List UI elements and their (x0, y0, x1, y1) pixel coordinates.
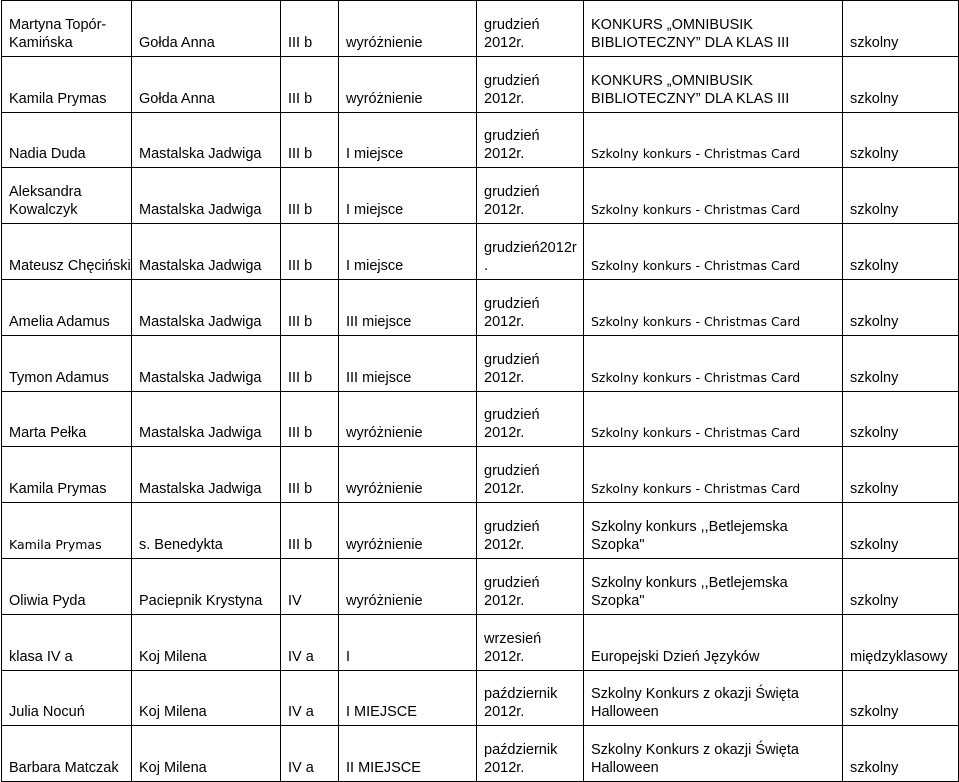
result-cell-text: wyróżnienie (346, 425, 423, 442)
student-cell (2, 168, 132, 224)
level-cell-text: szkolny (850, 146, 899, 163)
teacher-cell-text: Mastalska Jadwiga (139, 425, 262, 442)
teacher-cell-text: Mastalska Jadwiga (139, 146, 262, 163)
contest-cell (584, 335, 843, 391)
date-cell (477, 56, 584, 112)
date-cell (477, 726, 584, 782)
table-row (2, 56, 959, 112)
result-cell-text: I miejsce (346, 146, 404, 163)
contest-cell (584, 168, 843, 224)
student-cell-text: Marta Pełka (9, 425, 87, 442)
teacher-cell (132, 56, 281, 112)
teacher-cell-text: Koj Milena (139, 760, 207, 777)
class-cell (281, 224, 339, 280)
table-row (2, 391, 959, 447)
teacher-cell (132, 224, 281, 280)
result-cell (339, 726, 477, 782)
student-cell-text: Julia Nocuń (9, 704, 85, 721)
contest-cell-text: Szkolny konkurs - Christmas Card (591, 202, 801, 218)
student-cell (2, 335, 132, 391)
teacher-cell-text: Mastalska Jadwiga (139, 369, 262, 386)
level-cell-text: szkolny (850, 369, 899, 386)
contest-cell (584, 558, 843, 614)
result-cell (339, 503, 477, 559)
result-cell-text: wyróżnienie (346, 481, 423, 498)
level-cell-text: szkolny (850, 536, 899, 553)
result-cell-text: I miejsce (346, 202, 404, 219)
teacher-cell (132, 503, 281, 559)
result-cell-text: I (346, 648, 351, 665)
teacher-cell-text: Gołda Anna (139, 34, 215, 51)
class-cell (281, 1, 339, 57)
result-cell-text: I miejsce (346, 257, 404, 274)
result-cell (339, 56, 477, 112)
contest-cell-text: Szkolny konkurs - Christmas Card (591, 146, 801, 162)
table-row (2, 224, 959, 280)
result-cell-text: III miejsce (346, 313, 412, 330)
result-cell-text: wyróżnienie (346, 34, 423, 51)
student-cell (2, 614, 132, 670)
level-cell-text: szkolny (850, 257, 899, 274)
contest-cell (584, 56, 843, 112)
class-cell (281, 447, 339, 503)
teacher-cell-text: Koj Milena (139, 704, 207, 721)
contest-cell-text: Szkolny konkurs - Christmas Card (591, 257, 801, 273)
date-cell-text: grudzień2012r . (484, 239, 577, 274)
teacher-cell (132, 558, 281, 614)
result-cell-text: II MIEJSCE (346, 760, 421, 777)
date-cell (477, 279, 584, 335)
class-cell (281, 168, 339, 224)
awards-table (1, 0, 959, 782)
date-cell (477, 168, 584, 224)
contest-cell-text: Europejski Dzień Języków (591, 648, 760, 665)
contest-cell-text: Szkolny konkurs ,,Betlejemska Szopka" (591, 574, 788, 609)
teacher-cell-text: Mastalska Jadwiga (139, 481, 262, 498)
contest-cell (584, 503, 843, 559)
class-cell-text: IV a (288, 704, 314, 721)
contest-cell (584, 614, 843, 670)
class-cell (281, 670, 339, 726)
table-row (2, 670, 959, 726)
teacher-cell-text: Koj Milena (139, 648, 207, 665)
contest-cell (584, 670, 843, 726)
contest-cell-text: KONKURS „OMNIBUSIK BIBLIOTECZNY” DLA KLAS III (591, 72, 790, 107)
student-cell-text: Martyna Topór- Kamińska (9, 16, 107, 51)
level-cell (843, 726, 959, 782)
teacher-cell-text: Mastalska Jadwiga (139, 313, 262, 330)
contest-cell (584, 726, 843, 782)
level-cell (843, 1, 959, 57)
class-cell (281, 56, 339, 112)
date-cell (477, 224, 584, 280)
student-cell-text: Barbara Matczak (9, 760, 119, 777)
teacher-cell (132, 168, 281, 224)
table-row (2, 447, 959, 503)
student-cell-text: Nadia Duda (9, 146, 86, 163)
table-row (2, 614, 959, 670)
result-cell-text: I MIEJSCE (346, 704, 417, 721)
date-cell-text: grudzień 2012r. (484, 351, 540, 386)
date-cell (477, 503, 584, 559)
student-cell-text: Tymon Adamus (9, 369, 109, 386)
date-cell-text: grudzień 2012r. (484, 72, 540, 107)
level-cell (843, 279, 959, 335)
teacher-cell-text: Mastalska Jadwiga (139, 202, 262, 219)
student-cell-text: Mateusz Chęciński (9, 257, 131, 274)
result-cell (339, 335, 477, 391)
teacher-cell (132, 726, 281, 782)
result-cell (339, 614, 477, 670)
student-cell (2, 391, 132, 447)
level-cell (843, 447, 959, 503)
student-cell (2, 447, 132, 503)
date-cell (477, 1, 584, 57)
class-cell (281, 614, 339, 670)
result-cell (339, 670, 477, 726)
level-cell-text: szkolny (850, 34, 899, 51)
class-cell-text: III b (288, 34, 313, 51)
student-cell (2, 56, 132, 112)
teacher-cell (132, 112, 281, 168)
date-cell (477, 558, 584, 614)
teacher-cell (132, 279, 281, 335)
student-cell (2, 726, 132, 782)
table-row (2, 279, 959, 335)
date-cell-text: wrzesień 2012r. (484, 630, 542, 665)
teacher-cell-text: Gołda Anna (139, 90, 215, 107)
date-cell (477, 335, 584, 391)
student-cell (2, 224, 132, 280)
teacher-cell (132, 391, 281, 447)
table-row (2, 1, 959, 57)
date-cell-text: grudzień 2012r. (484, 295, 540, 330)
table-row (2, 335, 959, 391)
contest-cell (584, 112, 843, 168)
date-cell (477, 391, 584, 447)
level-cell (843, 670, 959, 726)
class-cell (281, 112, 339, 168)
table-row (2, 503, 959, 559)
class-cell (281, 391, 339, 447)
contest-cell-text: Szkolny konkurs - Christmas Card (591, 425, 801, 441)
class-cell-text: III b (288, 313, 313, 330)
level-cell (843, 503, 959, 559)
level-cell (843, 112, 959, 168)
class-cell-text: III b (288, 536, 313, 553)
student-cell (2, 279, 132, 335)
class-cell-text: III b (288, 481, 313, 498)
class-cell-text: III b (288, 369, 313, 386)
level-cell (843, 168, 959, 224)
student-cell-text: Kamila Prymas (9, 90, 107, 107)
result-cell (339, 1, 477, 57)
level-cell-text: szkolny (850, 481, 899, 498)
result-cell (339, 112, 477, 168)
student-cell-text: Aleksandra Kowalczyk (9, 184, 82, 219)
result-cell (339, 279, 477, 335)
student-cell-text: klasa IV a (9, 648, 73, 665)
student-cell (2, 670, 132, 726)
teacher-cell-text: Paciepnik Krystyna (139, 592, 263, 609)
class-cell (281, 503, 339, 559)
result-cell-text: wyróżnienie (346, 90, 423, 107)
level-cell (843, 56, 959, 112)
teacher-cell (132, 670, 281, 726)
level-cell-text: międzyklasowy (850, 648, 948, 665)
level-cell-text: szkolny (850, 202, 899, 219)
class-cell-text: IV a (288, 648, 314, 665)
result-cell (339, 447, 477, 503)
date-cell-text: grudzień 2012r. (484, 463, 540, 498)
date-cell-text: grudzień 2012r. (484, 574, 540, 609)
date-cell (477, 614, 584, 670)
level-cell (843, 335, 959, 391)
date-cell-text: grudzień 2012r. (484, 128, 540, 163)
date-cell (477, 447, 584, 503)
level-cell (843, 224, 959, 280)
class-cell-text: IV (288, 592, 302, 609)
student-cell-text: Kamila Prymas (9, 536, 102, 552)
class-cell (281, 558, 339, 614)
result-cell (339, 558, 477, 614)
table-row (2, 726, 959, 782)
contest-cell-text: Szkolny Konkurs z okazji Święta Halloween (591, 686, 799, 721)
class-cell (281, 279, 339, 335)
student-cell (2, 1, 132, 57)
teacher-cell (132, 1, 281, 57)
student-cell-text: Amelia Adamus (9, 313, 110, 330)
level-cell (843, 558, 959, 614)
date-cell (477, 670, 584, 726)
result-cell-text: wyróżnienie (346, 536, 423, 553)
class-cell-text: III b (288, 202, 313, 219)
student-cell (2, 503, 132, 559)
contest-cell-text: Szkolny konkurs - Christmas Card (591, 481, 801, 497)
level-cell-text: szkolny (850, 760, 899, 777)
contest-cell (584, 447, 843, 503)
table-row (2, 558, 959, 614)
teacher-cell-text: s. Benedykta (139, 536, 223, 553)
result-cell (339, 168, 477, 224)
result-cell-text: wyróżnienie (346, 592, 423, 609)
date-cell-text: październik 2012r. (484, 742, 558, 777)
level-cell-text: szkolny (850, 704, 899, 721)
level-cell (843, 614, 959, 670)
result-cell (339, 391, 477, 447)
contest-cell (584, 1, 843, 57)
contest-cell-text: KONKURS „OMNIBUSIK BIBLIOTECZNY” DLA KLAS III (591, 16, 790, 51)
class-cell (281, 726, 339, 782)
awards-table-body (2, 1, 959, 782)
contest-cell (584, 391, 843, 447)
date-cell-text: grudzień 2012r. (484, 184, 540, 219)
student-cell-text: Kamila Prymas (9, 481, 107, 498)
class-cell-text: III b (288, 146, 313, 163)
class-cell-text: III b (288, 425, 313, 442)
contest-cell-text: Szkolny konkurs - Christmas Card (591, 313, 801, 329)
result-cell (339, 224, 477, 280)
contest-cell-text: Szkolny konkurs - Christmas Card (591, 369, 801, 385)
contest-cell-text: Szkolny konkurs ,,Betlejemska Szopka" (591, 518, 788, 553)
table-row (2, 112, 959, 168)
date-cell-text: grudzień 2012r. (484, 16, 540, 51)
class-cell-text: III b (288, 90, 313, 107)
table-row (2, 168, 959, 224)
student-cell (2, 558, 132, 614)
level-cell-text: szkolny (850, 592, 899, 609)
level-cell-text: szkolny (850, 90, 899, 107)
date-cell-text: grudzień 2012r. (484, 518, 540, 553)
teacher-cell (132, 447, 281, 503)
date-cell-text: grudzień 2012r. (484, 407, 540, 442)
date-cell (477, 112, 584, 168)
contest-cell (584, 224, 843, 280)
class-cell-text: IV a (288, 760, 314, 777)
contest-cell (584, 279, 843, 335)
teacher-cell (132, 614, 281, 670)
class-cell (281, 335, 339, 391)
date-cell-text: październik 2012r. (484, 686, 558, 721)
teacher-cell (132, 335, 281, 391)
contest-cell-text: Szkolny Konkurs z okazji Święta Halloween (591, 742, 799, 777)
teacher-cell-text: Mastalska Jadwiga (139, 257, 262, 274)
level-cell-text: szkolny (850, 425, 899, 442)
level-cell (843, 391, 959, 447)
class-cell-text: III b (288, 257, 313, 274)
student-cell (2, 112, 132, 168)
student-cell-text: Oliwia Pyda (9, 592, 86, 609)
level-cell-text: szkolny (850, 313, 899, 330)
result-cell-text: III miejsce (346, 369, 412, 386)
